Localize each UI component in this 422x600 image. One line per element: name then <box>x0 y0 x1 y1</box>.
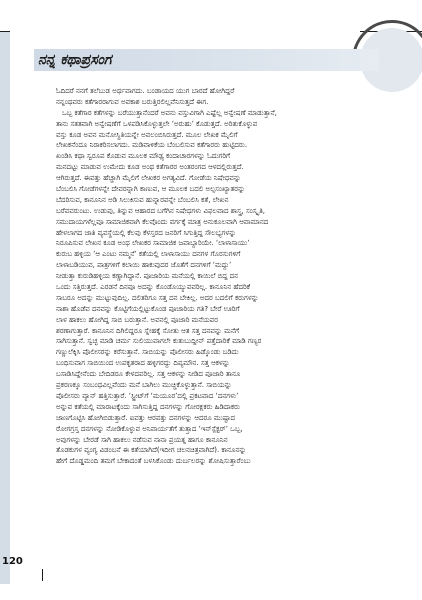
bottom-rule <box>42 569 46 581</box>
text-line: ಬರೆವವರುಂಟು. ಉಡುಪು, ತಿನ್ನುವ ಆಹಾರದ ಬಗೆಗಿನ ನಿಷೇಧಗಳು ವಿಫಲವಾದ ಶಾಸ್ತ್ರ, ಸಂಸ್ಕೃತಿ, <box>56 206 266 215</box>
text-line: ಲಾಳಾಬಡಿಯುವ, ಪಾತ್ರಗಳಿಗೆ ಕಲಾಯಿ ಹಾಕುವುದರ ಜೊತೆಗೆ ದನಗಳಿಗೆ ʻಮದ್ದುʼ <box>56 261 232 270</box>
text-line: ಮನದಟ್ಟು ಮಾಡುವ ಉಮೇದು ಕೂಡ ಅಂಥ ಕತೆಗಾರರ ಅಂತರಂಗದ ಆಳದಲ್ಲಿರುತ್ತದೆ. <box>56 163 244 172</box>
text-line: ರೋಗಗ್ರಸ್ತ ದನಗಳನ್ನು ನೋಡಿಕೊಳ್ಳುವ ಅನಿವಾರ್ಯತೆಗೆ ತುತ್ತಾದ ʻಇನ್‌ಸ್ಪೆಕ್ಟರ್ʼ ಒಬ್ಬ, <box>56 424 243 433</box>
text-line: ಖಂಡಿಸಿ ಕಥಾ ಸ್ವರೂಪ ಕೊಡುವ ಮೂಲಕ ಮೌಢ್ಯ ಕಂದಾಚಾರಗಳನ್ನು ಓದುಗರಿಗೆ <box>56 152 231 161</box>
text-line: ಜಾಣಗೊಟ್ಟಿಸಿ ಹೋಗಿಬಿಡುತ್ತಾರೆ. ಐವತ್ತು ಆರವತ್ತು ದನಗಳನ್ನು ಆದರೂ ಮುಷ್ಟಾದ <box>56 413 236 422</box>
top-rule-left <box>0 31 10 32</box>
text-line <box>56 467 381 478</box>
text-line: ಶರಣಾಗುತ್ತಾರೆ. ಕಾನೂನಿನ ದಿಗಿಲಿದ್ದರೂ ಸ್ನೇಹಕ್ಕೆ ಸೋತು ಆತ ಸತ್ತ ದನವನ್ನು ಮನೆಗೆ <box>56 326 240 335</box>
text-line: ಹೇಳಲಾಗದ ಜಾತಿ ವ್ಯವಸ್ಥೆಯಲ್ಲಿ ಕೆಲವು ಕೆಳಸ್ತರದ ಜನರಿಗೆ ಸಿಗುತ್ತಿದ್ದ ಸೌಲಭ್ಯಗಳನ್ನು <box>56 228 237 237</box>
text-line: ಒಂದು ಸತ್ತಿರುತ್ತದೆ. ಎರಡನೆ ದಿನವೂ ಅದನ್ನು ಕೊಂಡೊಯ್ಯುವವರಿಲ್ಲ. ಕಾನೂನಿನ ಹೆದರಿಕೆ <box>56 283 251 292</box>
body-text <box>56 86 381 546</box>
text-line: ಸಾಗಿಸುತ್ತಾನೆ. ಸ್ವಚ್ಛ ಮಾಡಿ ಚರ್ಮ ಸುಲಿಯುವಾಗಲೇ ಕುತುಬುದ್ದೀನ್ ಪತ್ತೆದಾರಿಕೆ ಮಾಡಿ ಗಣ್ಯರ <box>56 337 262 346</box>
text-line: ಆಗಿರುತ್ತದೆ. ಈವತ್ತು ಹೆಚ್ಚಾಗಿ ಮೈಲಿಗೆ ಲೇಖಕರ ಅಗತ್ಯವಿದೆ. ಗೋಡೆಯ ನಿಷೇಧವನ್ನು <box>56 174 241 183</box>
text-line: ವಸ್ತು ಕೂಡ ಅವನ ಮನೋಸ್ಥಿತಿಯನ್ನೇ ಅವಲಂಬಿಸಿರುತ್ತದೆ. ಮೂಲ ಲೇಖಕ ಮೈಲಿಗೆ <box>56 130 238 139</box>
text-line: ಒಬ್ಬ ಕತೆಗಾರ ಕತೆಗಳನ್ನು ಬರೆಯುತ್ತಾನೆಂದರೆ ಅವನು ವಸ್ತುವಿಗಾಗಿ ಎಷ್ಟೆಲ್ಲ ಅನ್ವೇಷಣೆ ಮಾಡುತ್ತಾನೆ, <box>62 108 277 117</box>
page-number: 120 <box>2 556 23 567</box>
chapter-title: ನನ್ನ ಕಥಾಪ್ರಸಂಗ <box>38 52 112 68</box>
text-line: ಸಮುದಾಯಗಳೆಲ್ಲವೂ ಸಾಮಾಜಿಕವಾಗಿ ಕೆಲವೊಂದು ವರ್ಗಕ್ಕೆ ಮಾತ್ರ ಅನುಕೂಲವಾಗಿ ಆವಾಮಾನದ <box>56 217 269 226</box>
text-line: ನಾಶಾ ಹೊಡೆವ ದನವನ್ನು ಕೊಟ್ಟಿಗೆಯಲ್ಲಿಟ್ಟುಕೊಂಡ ಪೂಜಾರಿಯ ಗತಿ? ಬೇರೆ ಊರಿಗೆ <box>56 304 240 313</box>
text-line: ಅವುಗಳನ್ನು ಬೇರಡೆ ಸಾಗಿ ಹಾಕಲು ನಡೆಸುವ ನಾನಾ ಪ್ರಯತ್ನ ಹಾಗೂ ಕಾನೂನಿನ <box>56 435 228 444</box>
text-line: ನೀಡುತ್ತಾ ಕುರುಡಿಹಳ್ಳಿಯ ಕಣ್ಣಾಗಿದ್ದಾನೆ. ಪೂಜಾರಿಯ ಮನೆಯಲ್ಲಿ ಕಾಯಿಲೆ ಬಿದ್ದ ದನ <box>56 272 239 281</box>
text-line: ಅನ್ನುವ ಕತೆಯಲ್ಲಿ ಮಾರಾಟಕ್ಕೆಂದು ಸಾಗಿಸುತ್ತಿದ್ದ ದನಗಳನ್ನು ಗೋರಕ್ಷಕರು ಹಿಡಿದಾಕರು <box>56 402 240 411</box>
text-line: ಪ್ರಕರಣಕ್ಕೂ ಸಂಬಂಧವಿಲ್ಲವೆಂದು ಮನೆ ಬಾಗಿಲು ಮುಚ್ಚಿಕೊಳ್ಳುತ್ತಾನೆ. ಸಾಬಿಯನ್ನು <box>56 381 232 390</box>
text-line: ತಾನು ಸತತವಾಗಿ ಅನ್ವೇಷಣೆಗೆ ಒಳಪಡಿಸಿಕೊಳ್ಳುತ್ತಲೇ ʻಅರುಹುʼ ಕೊಡುತ್ತದೆ. ಅರಿತುಕೊಳ್ಳುವ <box>56 119 258 128</box>
text-line: ಪೊಲೀಸರು ವ್ಯಾನ್ ಹತ್ತಿಸುತ್ತಾರೆ. ʻಸ್ಟ್ರೀಟ್‌ಗೆ ʻಮಯೂರʼದಲ್ಲಿ ಪ್ರಕಟವಾದ ʻದನಗಳುʼ <box>56 391 239 400</box>
text-line: ಗಣ್ಣುಲೆಕ್ಕಿಸಿ ಪೊಲೀಸರನ್ನು ಕರೆಸುತ್ತಾನೆ. ಸಾಬಿಯನ್ನು ಪೊಲೀಸರು ಹಿಡ್ಕೊಂಡು ಬಡಿದು <box>56 348 239 357</box>
text-line: ಕುರುಬ ಹಳ್ಳಿಯ ʻಆ ಎಂಟು ನಮ್ಮನೆʼ ಕತೆಯಲ್ಲಿ ಲಾಳಾಸಾಯು ದನಗಳ ಗೊರಸುಗಳಿಗೆ <box>56 250 241 259</box>
text-line: ಲೇಖಕನೆಂದೂ ನಿರಾಕರಿಸಲಾಗದು. ಮಡಿವಾಳಿಕೆಯ ಬೆಂಬಲಿಸುವ ಕತೆಗಾರರು ಹುಟ್ಟಿದರು. <box>56 141 248 150</box>
text-line: ಬೆಂಬಲಿಸಿ ಗೋಡೆಗಳನ್ನೇ ದೇವರನ್ನಾಗಿ ಕಾಣುವ, ಆ ಮೂಲಕ ಬದಲಿ ಅಲ್ಪಸಂಖ್ಯಾತರನ್ನು <box>56 185 246 194</box>
text-line: ನನ್ನಂಥವರು ಕತೆಗಾರರಾಗುವ ಅವಕಾಶ ಬರುತ್ತಿರಲಿಲ್ಲವೆನಿಸುತ್ತದೆ ಈಗ. <box>56 97 209 106</box>
left-margin-band <box>0 31 10 584</box>
text-line: ಓದಿದರೆ ನನಗೆ ತಲೆಬುಡ ಅರ್ಥವಾಗದು. ಬಂಡಾಯದ ಯುಗ ಬಾರದೆ ಹೋಗಿದ್ದರೆ <box>56 87 235 95</box>
text-line: ಬೆದರಿಸುವ, ಕಾನೂನಿನ ಅಡಿ ಸಿಲುಕಿಸುವ ಹುನ್ನಾರವನ್ನೇ ಬೆಂಬಲಿಸಿ ಕತೆ, ಲೇಖನ <box>56 195 229 204</box>
text-line: ಸಾಬರೂ ಅದನ್ನು ಮುಟ್ಟುವುದಿಲ್ಲ. ದಲಿತರಿಗೂ ಸತ್ತ ದನ ಬೇಕಿಲ್ಲ. ಅದರ ಬದಲಿಗೆ ಕರುಗಳನ್ನು <box>56 293 259 302</box>
text-line: ಹೇಗೆ ದೊಡ್ಡಮಂದಿ ತಮಗೆ ಬೇಕಾದಂತೆ ಬಳಸಿಕೊಂಡು ದುರ್ಬಲರನ್ನು ಶೋಷಿಸುತ್ತಾರೆಂಬು <box>56 457 251 466</box>
text-line: ತೊಡಕುಗಳ ವ್ಯಂಗ್ಯ ವಿಡಂಬನೆ ಈ ಕತೆಯಾಗಿದೆ(ಇದೀಗ ಚಲನಚಿತ್ರವಾಗಿದೆ). ಕಾನೂನನ್ನು <box>56 446 247 455</box>
text-line: ನಿರೂಪಿಸುವ ಲೇಖನ ಕೂಡ ಅಂಥ ಲೇಖಕರ ಸಾಮಾಜಿಕ ಜವಾಬ್ದಾರಿಯೇ. ʻಲಾಳಾಸಾಯುʼ <box>56 239 250 248</box>
text-line: ಬಂಧಿಸುವಾಗ ಸಾಬಿಯಿಂದ ಉಪಕೃತರಾದ ಹಳ್ಳಿಗರದ್ದು ದಿವ್ಯಮೌನ. ಸತ್ತ ಆಕಳನ್ನು <box>56 359 230 368</box>
text-line: ಬಸಾಡಿಸಿದ್ದೇನೆಂದು ಬೇದಿಡರೂ ಕೇಳದವರಿಲ್ಲ. ಸತ್ತ ಆಕಳನ್ನು ನೀಡಿದ ಪೂಜಾರಿ ತಾನೂ <box>56 370 241 379</box>
text-line: ಲಾಳ ಹಾಕಲು ಹೋಗಿದ್ದ ಸಾಬಿ ಬರುತ್ತಾನೆ. ಅವನಲ್ಲಿ ಪೂಜಾರಿ ಮನೆಯವರ <box>56 315 218 324</box>
